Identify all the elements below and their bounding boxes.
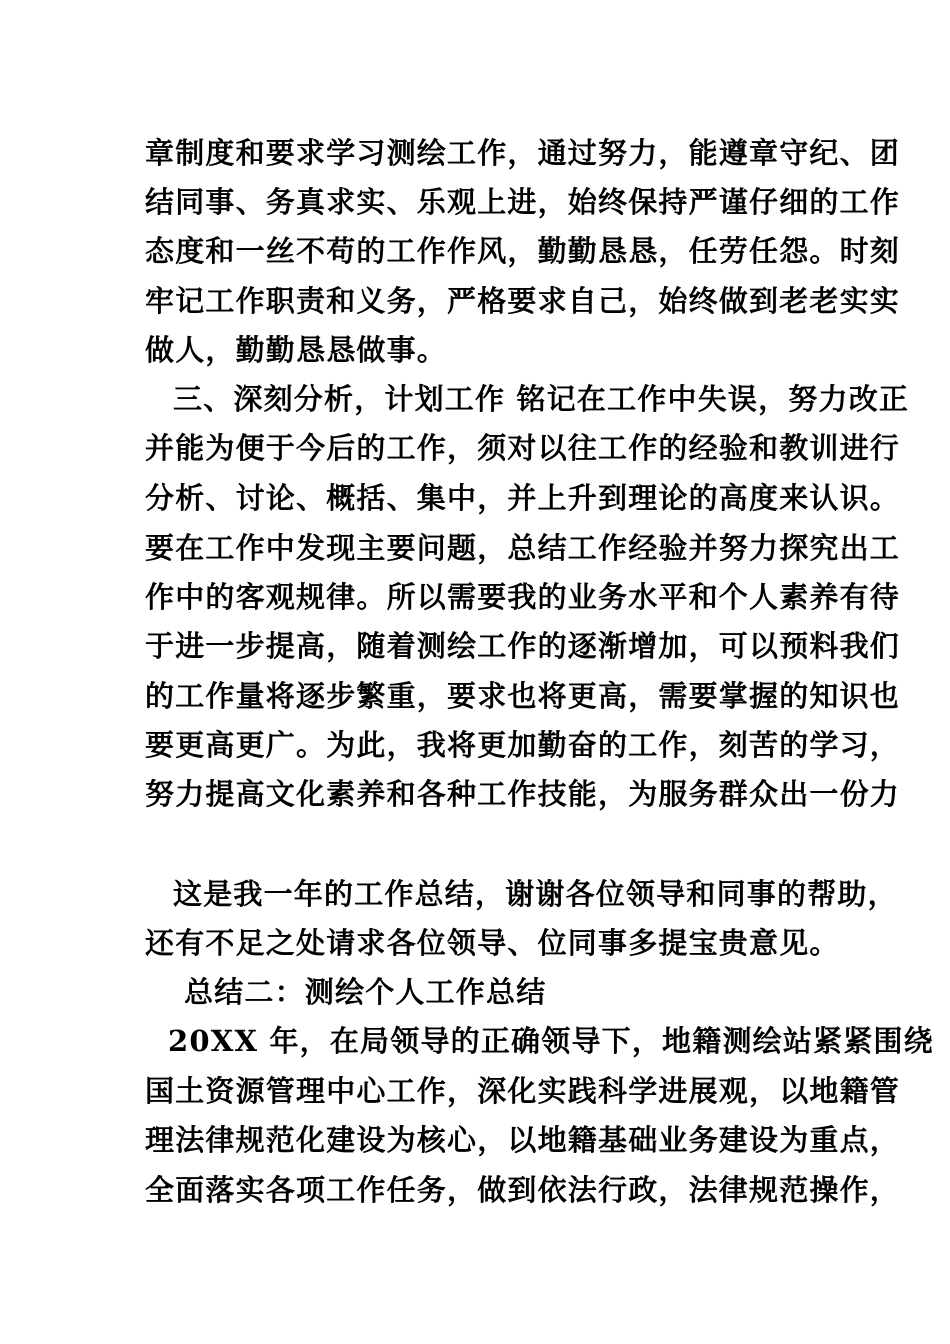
text-line: 牢记工作职责和义务，严格要求自己，始终做到老老实实 xyxy=(145,284,901,318)
text-line: 这是我一年的工作总结，谢谢各位领导和同事的帮助， xyxy=(173,877,898,911)
text-line: 全面落实各项工作任务，做到依法行政，法律规范操作， xyxy=(145,1173,901,1207)
text-line: 结同事、务真求实、乐观上进，始终保持严谨仔细的工作 xyxy=(145,185,901,219)
text-line: 于进一步提高，随着测绘工作的逐渐增加，可以预料我们 xyxy=(145,629,901,663)
text-line: 作中的客观规律。所以需要我的业务水平和个人素养有待 xyxy=(145,580,901,614)
text-line: 并能为便于今后的工作，须对以往工作的经验和教训进行 xyxy=(145,431,901,465)
text-line: 做人，勤勤恳恳做事。 xyxy=(145,333,448,367)
text-line: 国土资源管理中心工作，深化实践科学进展观，以地籍管 xyxy=(145,1074,901,1108)
text-line: 分析、讨论、概括、集中，并上升到理论的高度来认识。 xyxy=(145,481,901,515)
text-line: 要更高更广。为此，我将更加勤奋的工作，刻苦的学习， xyxy=(145,728,901,762)
heading-summary-two: 总结二：测绘个人工作总结 xyxy=(184,975,547,1009)
text-line: 章制度和要求学习测绘工作，通过努力，能遵章守纪、团 xyxy=(145,136,901,170)
text-line: 要在工作中发现主要问题，总结工作经验并努力探究出工 xyxy=(145,531,901,565)
text-line: 还有不足之处请求各位领导、位同事多提宝贵意见。 xyxy=(145,926,840,960)
text-line: 理法律规范化建设为核心，以地籍基础业务建设为重点， xyxy=(145,1123,901,1157)
text-line: 努力提高文化素养和各种工作技能，为服务群众出一份力 xyxy=(145,777,901,811)
text-line: 态度和一丝不苟的工作作风，勤勤恳恳，任劳任怨。时刻 xyxy=(145,234,901,268)
section-heading-line: 三、深刻分析，计划工作 铭记在工作中失误，努力改正 xyxy=(173,382,910,416)
text-line: 20XX 年，在局领导的正确领导下，地籍测绘站紧紧围绕 xyxy=(168,1024,934,1058)
text-line: 的工作量将逐步繁重，要求也将更高，需要掌握的知识也 xyxy=(145,679,901,713)
